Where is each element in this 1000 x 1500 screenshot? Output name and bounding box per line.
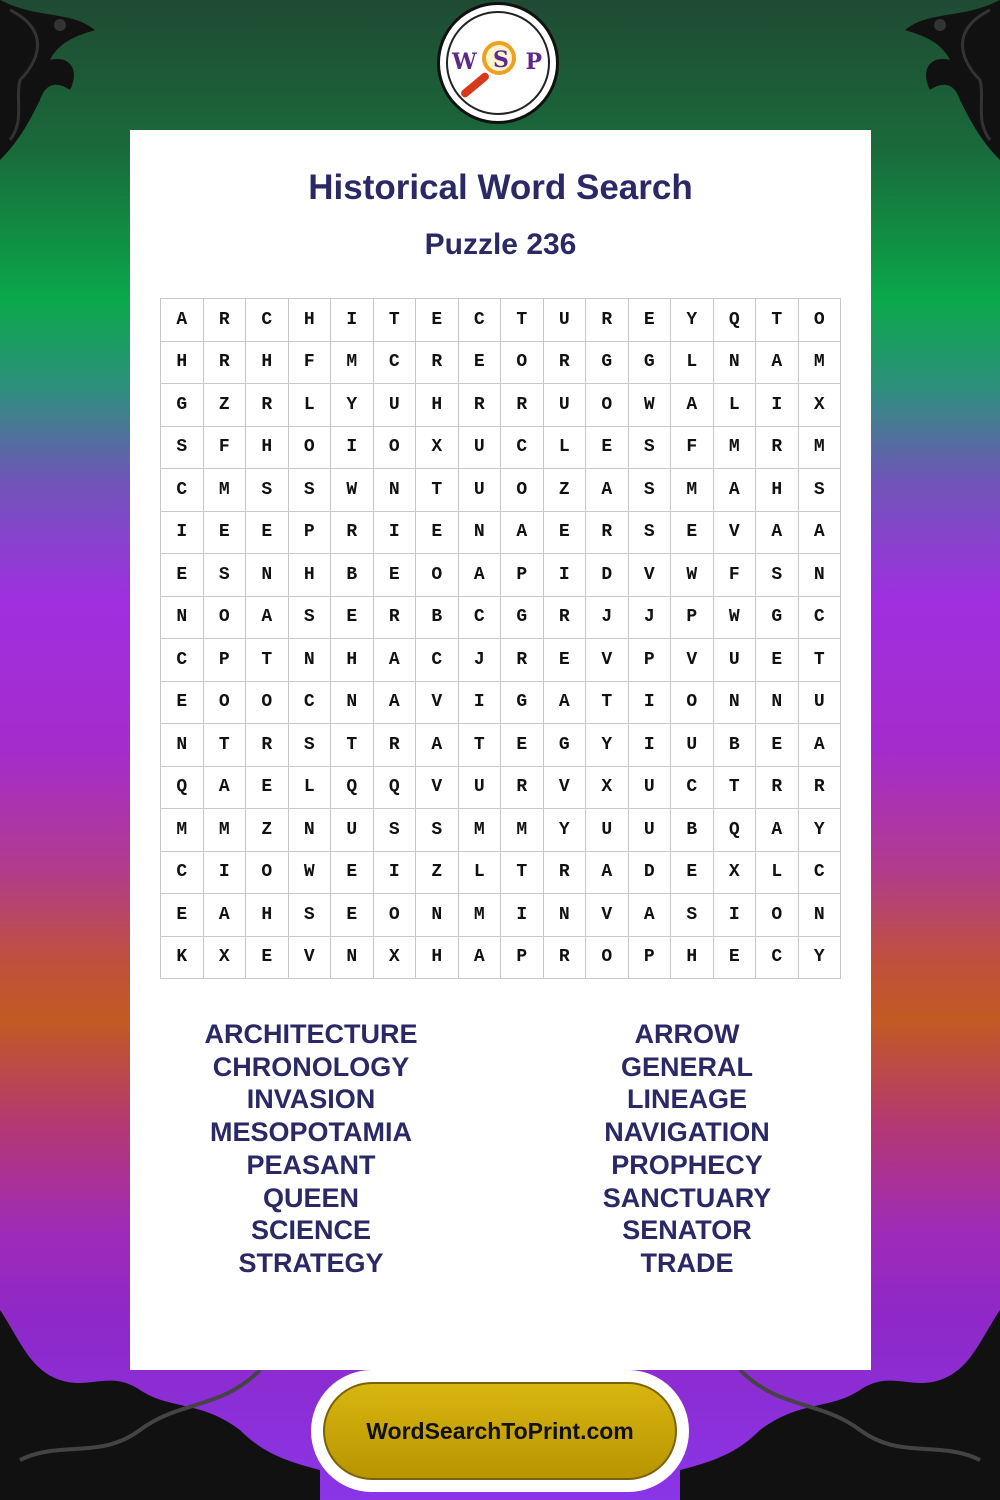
grid-cell[interactable]: N — [459, 512, 502, 555]
grid-cell[interactable]: L — [289, 384, 332, 427]
grid-cell[interactable]: C — [161, 639, 204, 682]
grid-cell[interactable]: F — [714, 554, 757, 597]
grid-cell[interactable]: M — [799, 342, 842, 385]
grid-cell[interactable]: V — [544, 767, 587, 810]
grid-cell[interactable]: E — [629, 299, 672, 342]
grid-cell[interactable]: P — [289, 512, 332, 555]
grid-cell[interactable]: B — [331, 554, 374, 597]
letter-grid — [160, 298, 841, 979]
grid-cell[interactable]: M — [671, 469, 714, 512]
word-list-item: ARROW — [634, 1019, 740, 1049]
grid-cell[interactable]: R — [374, 724, 417, 767]
grid-cell[interactable]: E — [331, 597, 374, 640]
grid-cell[interactable]: U — [459, 469, 502, 512]
grid-cell[interactable]: G — [586, 342, 629, 385]
grid-cell[interactable]: H — [671, 937, 714, 980]
word-list-item: GENERAL — [620, 1051, 753, 1082]
grid-cell[interactable]: S — [246, 469, 289, 512]
grid-cell[interactable]: X — [204, 937, 247, 980]
grid-cell[interactable]: N — [331, 937, 374, 980]
grid-cell[interactable]: G — [501, 597, 544, 640]
grid-cell[interactable]: S — [289, 724, 332, 767]
grid-cell[interactable]: A — [799, 724, 842, 767]
grid-cell[interactable]: M — [459, 809, 502, 852]
grid-cell[interactable]: Q — [331, 767, 374, 810]
grid-cell[interactable]: O — [246, 682, 289, 725]
grid-cell[interactable]: X — [416, 427, 459, 470]
grid-cell[interactable]: N — [756, 682, 799, 725]
grid-cell[interactable]: T — [459, 724, 502, 767]
grid-cell[interactable]: T — [501, 852, 544, 895]
grid-cell[interactable]: U — [544, 384, 587, 427]
grid-cell[interactable]: N — [374, 469, 417, 512]
grid-cell[interactable]: F — [289, 342, 332, 385]
grid-cell[interactable]: R — [544, 597, 587, 640]
grid-cell[interactable]: S — [289, 597, 332, 640]
grid-cell[interactable]: L — [544, 427, 587, 470]
grid-cell[interactable]: I — [374, 512, 417, 555]
ornament-top-right — [850, 0, 1000, 200]
grid-cell[interactable]: R — [544, 342, 587, 385]
grid-cell[interactable]: X — [374, 937, 417, 980]
footer-button[interactable] — [323, 1382, 677, 1480]
grid-cell[interactable]: M — [161, 809, 204, 852]
grid-cell[interactable]: S — [629, 469, 672, 512]
grid-cell[interactable]: H — [161, 342, 204, 385]
grid-cell[interactable]: R — [501, 639, 544, 682]
grid-cell[interactable]: O — [501, 342, 544, 385]
grid-cell[interactable]: H — [416, 937, 459, 980]
grid-cell[interactable]: E — [161, 682, 204, 725]
grid-cell[interactable]: C — [799, 597, 842, 640]
grid-cell[interactable]: V — [671, 639, 714, 682]
grid-cell[interactable]: D — [586, 554, 629, 597]
grid-cell[interactable]: O — [246, 852, 289, 895]
grid-cell[interactable]: E — [544, 639, 587, 682]
grid-cell[interactable]: I — [714, 894, 757, 937]
puzzle-number: Puzzle 236 — [424, 228, 577, 261]
grid-cell[interactable]: S — [204, 554, 247, 597]
grid-cell[interactable]: E — [204, 512, 247, 555]
grid-cell[interactable]: S — [374, 809, 417, 852]
grid-cell[interactable]: O — [204, 682, 247, 725]
grid-cell[interactable]: J — [629, 597, 672, 640]
grid-cell[interactable]: X — [799, 384, 842, 427]
grid-cell[interactable]: I — [161, 512, 204, 555]
word-list-item: PEASANT — [246, 1149, 376, 1180]
grid-cell[interactable]: O — [204, 597, 247, 640]
word-list-left — [161, 1018, 461, 1280]
grid-cell[interactable]: S — [756, 554, 799, 597]
word-list-item: QUEEN — [262, 1182, 360, 1213]
grid-cell[interactable]: W — [671, 554, 714, 597]
grid-cell[interactable]: N — [799, 554, 842, 597]
grid-cell[interactable]: O — [374, 427, 417, 470]
grid-cell[interactable]: T — [756, 299, 799, 342]
grid-cell[interactable]: Q — [714, 809, 757, 852]
grid-cell[interactable]: G — [544, 724, 587, 767]
grid-cell[interactable]: Q — [714, 299, 757, 342]
grid-cell[interactable]: O — [671, 682, 714, 725]
grid-cell[interactable]: P — [501, 937, 544, 980]
grid-cell[interactable]: Q — [374, 767, 417, 810]
grid-cell[interactable]: A — [246, 597, 289, 640]
grid-cell[interactable]: A — [459, 554, 502, 597]
grid-cell[interactable]: G — [161, 384, 204, 427]
grid-cell[interactable]: Z — [246, 809, 289, 852]
word-list-item: ARCHITECTURE — [204, 1019, 418, 1049]
word-list-item: NAVIGATION — [604, 1117, 770, 1148]
grid-cell[interactable]: S — [671, 894, 714, 937]
grid-cell[interactable]: N — [289, 639, 332, 682]
grid-cell[interactable]: Z — [416, 852, 459, 895]
grid-cell[interactable]: S — [289, 894, 332, 937]
grid-cell[interactable]: R — [544, 937, 587, 980]
grid-cell[interactable]: A — [161, 299, 204, 342]
grid-cell[interactable]: C — [671, 767, 714, 810]
grid-cell[interactable]: E — [501, 724, 544, 767]
grid-cell[interactable]: U — [331, 809, 374, 852]
word-list-right — [537, 1018, 837, 1280]
grid-cell[interactable]: T — [714, 767, 757, 810]
puzzle-card — [130, 130, 871, 1370]
grid-cell[interactable]: U — [374, 384, 417, 427]
grid-cell[interactable]: V — [629, 554, 672, 597]
grid-cell[interactable]: C — [161, 469, 204, 512]
grid-cell[interactable]: S — [161, 427, 204, 470]
word-list-item: STRATEGY — [238, 1247, 384, 1278]
grid-cell[interactable]: U — [544, 299, 587, 342]
grid-cell[interactable]: R — [586, 512, 629, 555]
grid-cell[interactable]: H — [246, 894, 289, 937]
grid-cell[interactable]: I — [204, 852, 247, 895]
grid-cell[interactable]: C — [246, 299, 289, 342]
grid-cell[interactable]: R — [331, 512, 374, 555]
grid-cell[interactable]: J — [459, 639, 502, 682]
grid-cell[interactable]: U — [714, 639, 757, 682]
grid-cell[interactable]: T — [586, 682, 629, 725]
grid-cell[interactable]: R — [246, 384, 289, 427]
grid-cell[interactable]: O — [289, 427, 332, 470]
word-list-item: PROPHECY — [611, 1149, 763, 1180]
grid-cell[interactable]: P — [629, 937, 672, 980]
grid-cell[interactable]: I — [459, 682, 502, 725]
grid-cell[interactable]: A — [799, 512, 842, 555]
grid-cell[interactable]: E — [671, 852, 714, 895]
grid-cell[interactable]: I — [331, 427, 374, 470]
grid-cell[interactable]: H — [289, 299, 332, 342]
grid-cell[interactable]: R — [799, 767, 842, 810]
grid-cell[interactable]: Y — [544, 809, 587, 852]
grid-cell[interactable]: T — [374, 299, 417, 342]
grid-cell[interactable]: N — [331, 682, 374, 725]
grid-cell[interactable]: P — [671, 597, 714, 640]
grid-cell[interactable]: T — [204, 724, 247, 767]
grid-cell[interactable]: R — [756, 427, 799, 470]
grid-cell[interactable]: B — [416, 597, 459, 640]
grid-cell[interactable]: E — [416, 512, 459, 555]
grid-cell[interactable]: J — [586, 597, 629, 640]
site-logo[interactable] — [437, 2, 559, 124]
grid-cell[interactable]: A — [586, 852, 629, 895]
grid-cell[interactable]: B — [671, 809, 714, 852]
grid-cell[interactable]: O — [756, 894, 799, 937]
grid-cell[interactable]: T — [246, 639, 289, 682]
grid-cell[interactable]: E — [161, 894, 204, 937]
grid-cell[interactable]: U — [799, 682, 842, 725]
grid-cell[interactable]: P — [629, 639, 672, 682]
grid-cell[interactable]: I — [544, 554, 587, 597]
grid-cell[interactable]: M — [204, 809, 247, 852]
grid-cell[interactable]: Z — [204, 384, 247, 427]
grid-cell[interactable]: O — [586, 384, 629, 427]
grid-cell[interactable]: E — [714, 937, 757, 980]
grid-cell[interactable]: G — [756, 597, 799, 640]
grid-cell[interactable]: X — [586, 767, 629, 810]
grid-cell[interactable]: A — [756, 809, 799, 852]
word-list-item: SANCTUARY — [602, 1182, 772, 1213]
grid-cell[interactable]: A — [756, 342, 799, 385]
grid-cell[interactable]: R — [204, 342, 247, 385]
grid-cell[interactable]: T — [501, 299, 544, 342]
grid-cell[interactable]: L — [714, 384, 757, 427]
grid-cell[interactable]: T — [331, 724, 374, 767]
grid-cell[interactable]: E — [246, 937, 289, 980]
grid-cell[interactable]: U — [629, 767, 672, 810]
grid-cell[interactable]: E — [416, 299, 459, 342]
grid-cell[interactable]: C — [161, 852, 204, 895]
grid-cell[interactable]: N — [289, 809, 332, 852]
grid-cell[interactable]: V — [586, 639, 629, 682]
grid-cell[interactable]: I — [331, 299, 374, 342]
grid-cell[interactable]: R — [756, 767, 799, 810]
grid-cell[interactable]: H — [246, 342, 289, 385]
grid-cell[interactable]: H — [416, 384, 459, 427]
grid-cell[interactable]: N — [799, 894, 842, 937]
grid-cell[interactable]: A — [374, 639, 417, 682]
grid-cell[interactable]: A — [544, 682, 587, 725]
grid-cell[interactable]: I — [501, 894, 544, 937]
grid-cell[interactable]: V — [714, 512, 757, 555]
word-list-item: TRADE — [640, 1247, 734, 1278]
logo-letter-p: P — [525, 49, 542, 75]
grid-cell[interactable]: N — [714, 342, 757, 385]
grid-cell[interactable]: W — [289, 852, 332, 895]
grid-cell[interactable]: A — [714, 469, 757, 512]
grid-cell[interactable]: E — [331, 852, 374, 895]
grid-cell[interactable]: L — [289, 767, 332, 810]
grid-cell[interactable]: U — [629, 809, 672, 852]
grid-cell[interactable]: D — [629, 852, 672, 895]
grid-cell[interactable]: I — [756, 384, 799, 427]
grid-cell[interactable]: X — [714, 852, 757, 895]
grid-cell[interactable]: M — [501, 809, 544, 852]
grid-cell[interactable]: O — [374, 894, 417, 937]
grid-cell[interactable]: P — [501, 554, 544, 597]
grid-cell[interactable]: A — [459, 937, 502, 980]
grid-cell[interactable]: E — [374, 554, 417, 597]
grid-cell[interactable]: C — [459, 597, 502, 640]
grid-cell[interactable]: F — [204, 427, 247, 470]
grid-cell[interactable]: R — [416, 342, 459, 385]
grid-cell[interactable]: S — [629, 512, 672, 555]
word-list-item: INVASION — [246, 1084, 376, 1115]
grid-cell[interactable]: Y — [586, 724, 629, 767]
grid-cell[interactable]: O — [586, 937, 629, 980]
grid-cell[interactable]: Y — [671, 299, 714, 342]
ornament-top-left — [0, 0, 150, 200]
grid-cell[interactable]: U — [671, 724, 714, 767]
grid-cell[interactable]: S — [629, 427, 672, 470]
grid-cell[interactable]: Y — [799, 937, 842, 980]
grid-cell[interactable]: R — [459, 384, 502, 427]
grid-cell[interactable]: N — [714, 682, 757, 725]
grid-cell[interactable]: A — [586, 469, 629, 512]
grid-cell[interactable]: E — [671, 512, 714, 555]
grid-cell[interactable]: M — [459, 894, 502, 937]
grid-cell[interactable]: T — [799, 639, 842, 682]
grid-cell[interactable]: E — [756, 639, 799, 682]
grid-cell[interactable]: C — [799, 852, 842, 895]
grid-cell[interactable]: A — [501, 512, 544, 555]
grid-cell[interactable]: S — [799, 469, 842, 512]
grid-cell[interactable]: W — [714, 597, 757, 640]
grid-cell[interactable]: F — [671, 427, 714, 470]
word-list-item: CHRONOLOGY — [212, 1051, 410, 1082]
grid-cell[interactable]: O — [799, 299, 842, 342]
grid-cell[interactable]: N — [544, 894, 587, 937]
grid-cell[interactable]: N — [161, 724, 204, 767]
logo-letter-w: W — [452, 49, 477, 75]
grid-cell[interactable]: O — [501, 469, 544, 512]
grid-cell[interactable]: V — [416, 767, 459, 810]
grid-cell[interactable]: H — [331, 639, 374, 682]
grid-cell[interactable]: R — [246, 724, 289, 767]
grid-cell[interactable]: R — [544, 852, 587, 895]
grid-cell[interactable]: E — [756, 724, 799, 767]
word-list-item: SENATOR — [622, 1215, 752, 1246]
grid-cell[interactable]: A — [671, 384, 714, 427]
grid-cell[interactable]: E — [331, 894, 374, 937]
grid-cell[interactable]: A — [756, 512, 799, 555]
grid-cell[interactable]: C — [501, 427, 544, 470]
grid-cell[interactable]: V — [586, 894, 629, 937]
grid-cell[interactable]: P — [204, 639, 247, 682]
grid-cell[interactable]: N — [416, 894, 459, 937]
grid-cell[interactable]: N — [246, 554, 289, 597]
grid-cell[interactable]: S — [416, 809, 459, 852]
grid-cell[interactable]: Q — [161, 767, 204, 810]
word-list-item: LINEAGE — [626, 1084, 747, 1115]
footer-site-badge[interactable] — [311, 1370, 689, 1492]
grid-cell[interactable]: H — [756, 469, 799, 512]
grid-cell[interactable]: U — [459, 767, 502, 810]
grid-cell[interactable]: O — [416, 554, 459, 597]
grid-cell[interactable]: E — [459, 342, 502, 385]
grid-cell[interactable]: I — [629, 724, 672, 767]
grid-cell[interactable]: K — [161, 937, 204, 980]
grid-cell[interactable]: V — [416, 682, 459, 725]
grid-cell[interactable]: E — [246, 512, 289, 555]
grid-cell[interactable]: B — [714, 724, 757, 767]
grid-cell[interactable]: M — [799, 427, 842, 470]
grid-cell[interactable]: E — [544, 512, 587, 555]
grid-cell[interactable]: E — [161, 554, 204, 597]
grid-cell[interactable]: L — [756, 852, 799, 895]
grid-cell[interactable]: R — [586, 299, 629, 342]
grid-cell[interactable]: S — [289, 469, 332, 512]
grid-cell[interactable]: U — [586, 809, 629, 852]
grid-cell[interactable]: E — [586, 427, 629, 470]
grid-cell[interactable]: A — [204, 894, 247, 937]
grid-cell[interactable]: R — [204, 299, 247, 342]
grid-cell[interactable]: R — [374, 597, 417, 640]
grid-cell[interactable]: U — [459, 427, 502, 470]
grid-cell[interactable]: A — [416, 724, 459, 767]
grid-cell[interactable]: N — [161, 597, 204, 640]
grid-cell[interactable]: I — [374, 852, 417, 895]
grid-cell[interactable]: C — [459, 299, 502, 342]
grid-cell[interactable]: C — [374, 342, 417, 385]
word-list-item: MESOPOTAMIA — [210, 1117, 412, 1148]
grid-cell[interactable]: V — [289, 937, 332, 980]
word-list-item: SCIENCE — [250, 1215, 372, 1246]
grid-cell[interactable]: G — [629, 342, 672, 385]
grid-cell[interactable]: L — [671, 342, 714, 385]
grid-cell[interactable]: R — [501, 767, 544, 810]
grid-cell[interactable]: G — [501, 682, 544, 725]
grid-cell[interactable]: I — [629, 682, 672, 725]
grid-cell[interactable]: A — [374, 682, 417, 725]
grid-cell[interactable]: C — [416, 639, 459, 682]
grid-cell[interactable]: H — [246, 427, 289, 470]
grid-cell[interactable]: C — [756, 937, 799, 980]
grid-cell[interactable]: M — [204, 469, 247, 512]
grid-cell[interactable]: L — [459, 852, 502, 895]
grid-cell[interactable]: H — [289, 554, 332, 597]
grid-cell[interactable]: Y — [331, 384, 374, 427]
grid-cell[interactable]: E — [246, 767, 289, 810]
grid-cell[interactable]: R — [501, 384, 544, 427]
grid-cell[interactable]: A — [629, 894, 672, 937]
footer-site-link[interactable]: WordSearchToPrint.com — [366, 1417, 634, 1444]
grid-cell[interactable]: W — [629, 384, 672, 427]
grid-cell[interactable]: Y — [799, 809, 842, 852]
grid-cell[interactable]: T — [416, 469, 459, 512]
grid-cell[interactable]: W — [331, 469, 374, 512]
page-title: Historical Word Search — [308, 168, 693, 207]
logo-letter-s: S — [493, 47, 509, 73]
grid-cell[interactable]: A — [204, 767, 247, 810]
grid-cell[interactable]: C — [289, 682, 332, 725]
grid-cell[interactable]: M — [331, 342, 374, 385]
grid-cell[interactable]: M — [714, 427, 757, 470]
grid-cell[interactable]: Z — [544, 469, 587, 512]
